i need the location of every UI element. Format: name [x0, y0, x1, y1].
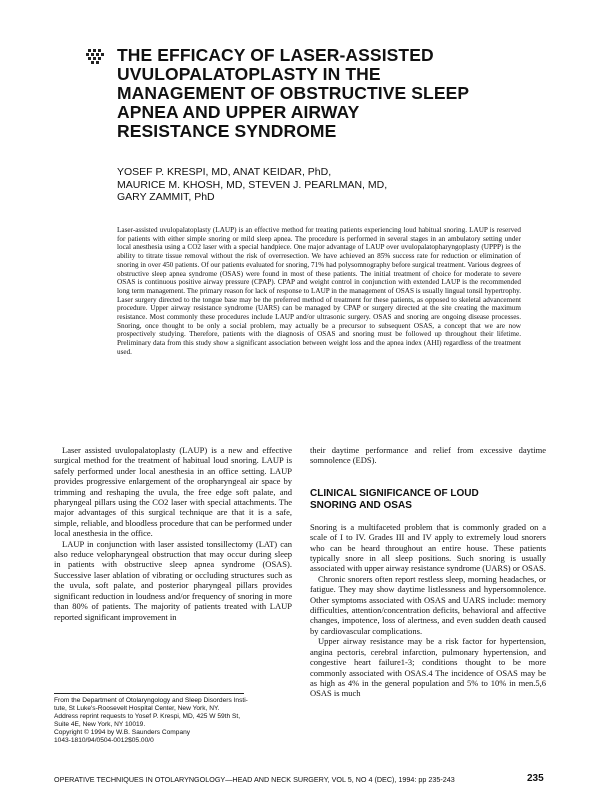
- abstract: Laser-assisted uvulopalatoplasty (LAUP) is an effective method for treating patients experiencing loud habitual snoring. LAUP is reserved for patients with either simple snoring or mild sleep apnea. The procedure is performed in several stages in an ambulatory setting under local anesthesia using a CO2 laser with a special handpiece. One major advantage of LAUP over uvulopalatopharyngoplasty (UPPP) is the ability to titrate tissue removal without the risk of overresection. We have achieved an 85% success rate for reduction or elimination of snoring in over 450 patients. Of our patients evaluated for snoring, 71% had polysomnography before surgical treatment. Various degrees of obstructive sleep apnea syndrome (OSAS) were found in most of these patients. The initial treatment of choice for moderate to severe OSAS is continuous positive airway pressure (CPAP). CPAP and weight control in conjunction with extended LAUP is the recommended long term management. The primary reason for lack of response to LAUP in the management of OSAS is usually lingual tonsil hypertrophy. Laser surgery directed to the tongue base may be the preferred method of treatment for these patients, as opposed to skeletal advancement procedure. Upper airway resistance syndrome (UARS) can be managed by CPAP or surgery directed at the site creating the maximum resistance. Most commonly these procedures include LAUP and/or ultrasonic surgery. OSAS and snoring are ongoing disease processes. Snoring, once thought to be only a social problem, may actually be a precursor to subsequent OSAS, a concept that we are now prospectively studying. Therefore, patients with the diagnosis of OSAS and snoring must be followed up throughout their lifetime. Preliminary data from this study show a significant association between weight loss and the apnea index (AHI) regardless of the treatment used.: [117, 226, 521, 356]
- body-paragraph: Laser assisted uvulopalatoplasty (LAUP) is a new and effective surgical method for the treatment of habitual loud snoring. LAUP is safely performed under local anesthesia in an office setting. LAUP provides progressive enlargement of the oropharyngeal air space by trimming and reshaping the uvula, the free edge soft palate, and pharyngeal pillars using the CO2 laser with special attachments. The major advantages of this surgical technique are that it is a safe, simple, reliable, and bloodless procedure that can be performed under local anesthesia in the office.: [54, 445, 292, 539]
- title-line: APNEA AND UPPER AIRWAY: [117, 102, 360, 122]
- body-paragraph: Chronic snorers often report restless sleep, morning headaches, or fatigue. They may show daytime listlessness and hypersomnolence. Other symptoms associated with OSAS and UARS include: memory difficulties, attention/concentration deficits, behavioral and affective changes, impotence, loss of alertness, and even sudden death caused by cardiovascular complications.: [310, 573, 546, 636]
- title-line: UVULOPALATOPLASTY IN THE: [117, 64, 381, 84]
- author-line: MAURICE M. KHOSH, MD, STEVEN J. PEARLMAN, MD,: [117, 178, 388, 191]
- title-line: THE EFFICACY OF LASER-ASSISTED: [117, 45, 434, 65]
- footnote-divider: [54, 693, 244, 694]
- article-title: [117, 46, 537, 141]
- footnotes: [54, 697, 290, 745]
- author-list: [117, 166, 537, 204]
- footnote-line: From the Department of Otolaryngology and Sleep Disorders Insti-: [54, 697, 248, 704]
- title-line: MANAGEMENT OF OBSTRUCTIVE SLEEP: [117, 83, 470, 103]
- footnote-line: Address reprint requests to Yosef P. Krespi, MD, 425 W 59th St,: [54, 713, 241, 720]
- footnote-line: tute, St Luke's-Roosevelt Hospital Center, New York, NY.: [54, 705, 220, 712]
- author-line: YOSEF P. KRESPI, MD, ANAT KEIDAR, PhD,: [117, 166, 332, 178]
- section-heading: [310, 488, 546, 512]
- footnote-line: 1043-1810/94/0504-0012$05.00/0: [54, 737, 154, 744]
- footnote-line: Suite 4E, New York, NY 10019.: [54, 721, 146, 728]
- footnote-line: Copyright © 1994 by W.B. Saunders Company: [54, 729, 191, 736]
- body-paragraph: Snoring is a multifaceted problem that is commonly graded on a scale of I to IV. Grades III and IV apply to extremely loud snorers who can be heard throughout an entire house. These patients typically snore in all sleep positions. Such snoring is usually associated with upper airway resistance syndrome (UARS) or OSAS.: [310, 521, 546, 574]
- body-column-right: [310, 445, 546, 699]
- body-paragraph: Upper airway resistance may be a risk factor for hypertension, angina pectoris, cerebral infarction, pulmonary hypertension, and congestive heart failure1-3; conditions thought to be more commonly associated with OSAS.4 The incidence of OSAS may be as high as 4% in the general population and 5% to 10% in men.5,6 OSAS is much: [310, 636, 546, 699]
- journal-logo-icon: [86, 48, 104, 64]
- page-number: 235: [527, 773, 544, 784]
- section-heading-line: SNORING AND OSAS: [310, 499, 412, 511]
- author-line: GARY ZAMMIT, PhD: [117, 191, 215, 203]
- body-paragraph: LAUP in conjunction with laser assisted tonsillectomy (LAT) can also reduce velopharyngeal obstruction that may occur during sleep in patients with obstructive sleep apnea syndrome (OSAS). Successive laser ablation of vibrating or occluding structures such as the uvula, soft palate, and posterior pharyngeal pillars provides significant reduction in loudness and/or frequency of snoring in more than 80% of patients. The majority of patients treated with LAUP reported significant improvement in: [54, 538, 292, 622]
- body-column-left: [54, 445, 292, 622]
- running-footer: OPERATIVE TECHNIQUES IN OTOLARYNGOLOGY—HEAD AND NECK SURGERY, VOL 5, NO 4 (DEC), 1994: pp 235-243: [54, 775, 455, 784]
- section-heading-line: CLINICAL SIGNIFICANCE OF LOUD: [310, 487, 479, 499]
- body-paragraph-continued: their daytime performance and relief from excessive daytime somnolence (EDS).: [310, 445, 546, 466]
- title-line: RESISTANCE SYNDROME: [117, 121, 337, 141]
